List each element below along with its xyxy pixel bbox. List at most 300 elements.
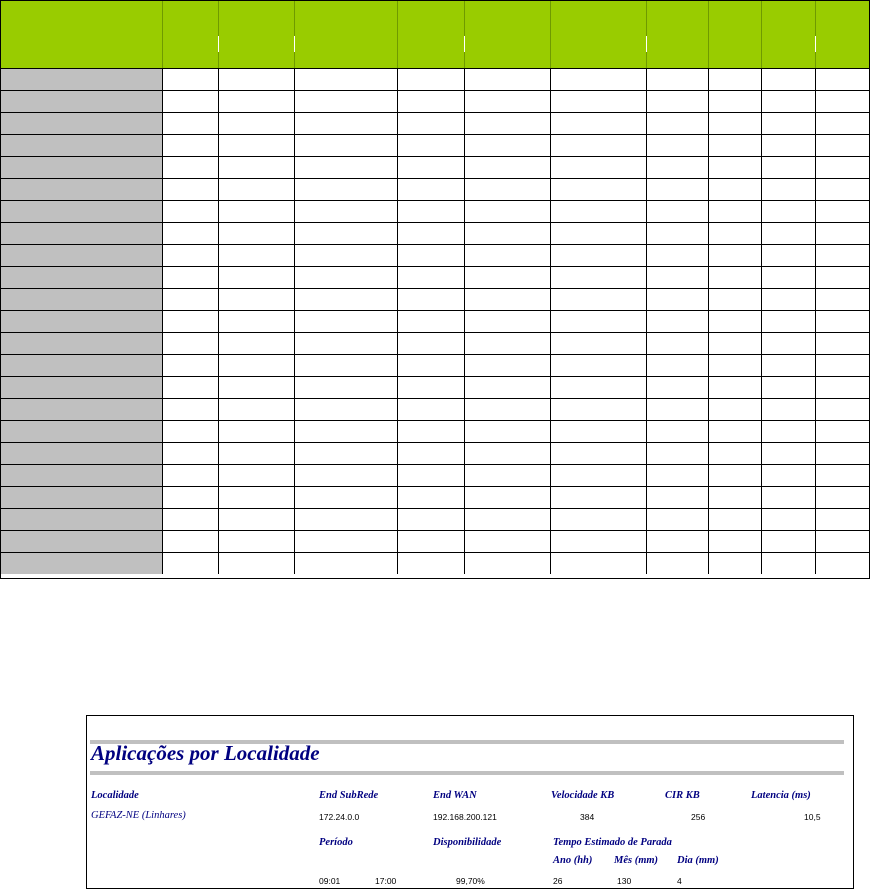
column-divider: [218, 487, 219, 508]
column-divider: [550, 311, 551, 332]
column-divider: [815, 553, 816, 574]
column-divider: [162, 399, 163, 420]
column-divider: [464, 289, 465, 310]
column-divider: [397, 69, 398, 90]
column-divider: [162, 135, 163, 156]
column-divider: [162, 223, 163, 244]
column-divider: [294, 553, 295, 574]
column-divider: [815, 311, 816, 332]
table-row: [1, 179, 869, 201]
column-divider: [646, 201, 647, 222]
row-label-cell: [1, 267, 163, 288]
column-divider: [646, 69, 647, 90]
row-label-cell: [1, 223, 163, 244]
column-divider: [815, 201, 816, 222]
column-divider: [294, 399, 295, 420]
column-divider: [162, 377, 163, 398]
column-divider: [397, 509, 398, 530]
column-divider: [708, 487, 709, 508]
column-divider: [815, 421, 816, 442]
column-divider: [815, 509, 816, 530]
row-label-cell: [1, 531, 163, 552]
column-divider: [294, 443, 295, 464]
label-end-wan: End WAN: [433, 790, 477, 801]
grid-header-tick: [218, 36, 219, 52]
value-latencia: 10,5: [804, 812, 821, 822]
column-divider: [646, 377, 647, 398]
column-divider: [218, 113, 219, 134]
label-periodo: Período: [319, 837, 353, 848]
column-divider: [815, 333, 816, 354]
grid-header-tick: [646, 36, 647, 52]
column-divider: [294, 245, 295, 266]
column-divider: [162, 69, 163, 90]
column-divider: [218, 179, 219, 200]
row-label-cell: [1, 245, 163, 266]
label-localidade: Localidade: [91, 790, 139, 801]
column-divider: [815, 113, 816, 134]
column-divider: [646, 509, 647, 530]
column-divider: [218, 157, 219, 178]
table-row: [1, 355, 869, 377]
column-divider: [218, 289, 219, 310]
column-divider: [646, 179, 647, 200]
column-divider: [550, 223, 551, 244]
column-divider: [550, 245, 551, 266]
column-divider: [761, 289, 762, 310]
column-divider: [646, 267, 647, 288]
column-divider: [815, 69, 816, 90]
row-label-cell: [1, 157, 163, 178]
table-row: [1, 509, 869, 531]
column-divider: [708, 135, 709, 156]
column-divider: [162, 201, 163, 222]
column-divider: [646, 355, 647, 376]
column-divider: [708, 333, 709, 354]
column-divider: [218, 355, 219, 376]
value-periodo-inicio: 09:01: [319, 876, 341, 886]
column-divider: [550, 201, 551, 222]
column-divider: [646, 289, 647, 310]
column-divider: [815, 135, 816, 156]
column-divider: [464, 267, 465, 288]
report-title: Aplicações por Localidade: [91, 741, 320, 765]
column-divider: [464, 355, 465, 376]
value-end-subrede: 172.24.0.0: [319, 812, 360, 822]
table-row: [1, 135, 869, 157]
column-divider: [761, 553, 762, 574]
column-divider: [397, 267, 398, 288]
column-divider: [464, 509, 465, 530]
column-divider: [815, 355, 816, 376]
column-divider: [815, 245, 816, 266]
column-divider: [218, 553, 219, 574]
column-divider: [464, 69, 465, 90]
column-divider: [708, 289, 709, 310]
column-divider: [294, 377, 295, 398]
column-divider: [815, 377, 816, 398]
column-divider: [294, 487, 295, 508]
column-divider: [761, 355, 762, 376]
column-divider: [294, 311, 295, 332]
column-divider: [761, 179, 762, 200]
value-ano: 26: [553, 876, 563, 886]
column-divider: [550, 69, 551, 90]
column-divider: [464, 223, 465, 244]
value-dia: 4: [677, 876, 682, 886]
column-divider: [550, 113, 551, 134]
column-divider: [464, 399, 465, 420]
column-divider: [708, 91, 709, 112]
column-divider: [708, 223, 709, 244]
row-label-cell: [1, 465, 163, 486]
column-divider: [162, 421, 163, 442]
column-divider: [464, 333, 465, 354]
value-cir: 256: [691, 812, 706, 822]
row-label-cell: [1, 487, 163, 508]
column-divider: [464, 443, 465, 464]
column-divider: [646, 157, 647, 178]
column-divider: [761, 245, 762, 266]
row-label-cell: [1, 201, 163, 222]
row-label-cell: [1, 311, 163, 332]
label-velocidade: Velocidade KB: [551, 790, 615, 801]
column-divider: [397, 399, 398, 420]
column-divider: [550, 267, 551, 288]
row-label-cell: [1, 135, 163, 156]
row-label-cell: [1, 69, 163, 90]
column-divider: [162, 311, 163, 332]
grid-header-tick: [464, 36, 465, 52]
column-divider: [646, 135, 647, 156]
column-divider: [708, 509, 709, 530]
column-divider: [162, 355, 163, 376]
column-divider: [761, 267, 762, 288]
column-divider: [761, 377, 762, 398]
column-divider: [646, 311, 647, 332]
column-divider: [397, 157, 398, 178]
column-divider: [218, 135, 219, 156]
table-row: [1, 223, 869, 245]
column-divider: [162, 443, 163, 464]
column-divider: [464, 377, 465, 398]
column-divider: [708, 399, 709, 420]
column-divider: [397, 487, 398, 508]
column-divider: [218, 443, 219, 464]
column-divider: [708, 377, 709, 398]
row-label-cell: [1, 377, 163, 398]
column-divider: [294, 223, 295, 244]
column-divider: [464, 245, 465, 266]
column-divider: [162, 157, 163, 178]
column-divider: [761, 531, 762, 552]
table-row: [1, 487, 869, 509]
column-divider: [708, 531, 709, 552]
value-disponibilidade: 99,70%: [456, 876, 485, 886]
column-divider: [815, 223, 816, 244]
label-disponibilidade: Disponibilidade: [433, 837, 502, 848]
column-divider: [294, 135, 295, 156]
column-divider: [815, 179, 816, 200]
column-divider: [397, 553, 398, 574]
column-divider: [708, 421, 709, 442]
column-divider: [761, 399, 762, 420]
row-label-cell: [1, 443, 163, 464]
table-row: [1, 531, 869, 553]
column-divider: [464, 91, 465, 112]
column-divider: [464, 531, 465, 552]
grid-header-separator: [708, 1, 709, 68]
label-end-subrede: End SubRede: [319, 790, 379, 801]
column-divider: [294, 509, 295, 530]
table-row: [1, 553, 869, 575]
column-divider: [646, 245, 647, 266]
row-label-cell: [1, 113, 163, 134]
row-label-cell: [1, 355, 163, 376]
column-divider: [294, 91, 295, 112]
column-divider: [218, 311, 219, 332]
label-ano: Ano (hh): [553, 855, 593, 866]
row-label-cell: [1, 91, 163, 112]
column-divider: [218, 69, 219, 90]
column-divider: [218, 245, 219, 266]
table-row: [1, 91, 869, 113]
table-row: [1, 465, 869, 487]
column-divider: [162, 531, 163, 552]
column-divider: [761, 223, 762, 244]
column-divider: [218, 399, 219, 420]
row-label-cell: [1, 179, 163, 200]
column-divider: [708, 267, 709, 288]
column-divider: [550, 135, 551, 156]
column-divider: [815, 531, 816, 552]
column-divider: [708, 179, 709, 200]
column-divider: [761, 333, 762, 354]
column-divider: [397, 245, 398, 266]
column-divider: [294, 421, 295, 442]
grid-header-separator: [646, 1, 647, 68]
column-divider: [294, 465, 295, 486]
row-label-cell: [1, 553, 163, 574]
table-row: [1, 113, 869, 135]
column-divider: [550, 465, 551, 486]
column-divider: [464, 113, 465, 134]
value-mes: 130: [617, 876, 632, 886]
value-localidade: GEFAZ-NE (Linhares): [91, 810, 186, 821]
grid-header-separator: [218, 1, 219, 68]
grid-header-separator: [464, 1, 465, 68]
column-divider: [464, 465, 465, 486]
column-divider: [162, 113, 163, 134]
column-divider: [815, 157, 816, 178]
column-divider: [294, 267, 295, 288]
table-row: [1, 311, 869, 333]
column-divider: [550, 157, 551, 178]
column-divider: [397, 135, 398, 156]
column-divider: [397, 179, 398, 200]
column-divider: [646, 113, 647, 134]
column-divider: [761, 157, 762, 178]
column-divider: [397, 91, 398, 112]
column-divider: [464, 311, 465, 332]
column-divider: [162, 289, 163, 310]
row-label-cell: [1, 509, 163, 530]
column-divider: [162, 245, 163, 266]
column-divider: [646, 91, 647, 112]
column-divider: [397, 113, 398, 134]
value-periodo-fim: 17:00: [375, 876, 397, 886]
column-divider: [218, 509, 219, 530]
column-divider: [646, 531, 647, 552]
column-divider: [708, 311, 709, 332]
column-divider: [761, 201, 762, 222]
grid-header-separator: [550, 1, 551, 68]
column-divider: [162, 179, 163, 200]
column-divider: [708, 201, 709, 222]
label-tempo-parada: Tempo Estimado de Parada: [553, 837, 672, 848]
grid-header-tick: [815, 36, 816, 52]
column-divider: [550, 91, 551, 112]
column-divider: [550, 399, 551, 420]
column-divider: [218, 421, 219, 442]
column-divider: [761, 487, 762, 508]
table-row: [1, 421, 869, 443]
column-divider: [162, 333, 163, 354]
column-divider: [397, 377, 398, 398]
column-divider: [708, 553, 709, 574]
table-row: [1, 399, 869, 421]
column-divider: [397, 443, 398, 464]
column-divider: [294, 157, 295, 178]
column-divider: [464, 421, 465, 442]
label-latencia: Latencia (ms): [751, 790, 811, 801]
title-rule-bottom: [90, 771, 844, 775]
column-divider: [397, 465, 398, 486]
column-divider: [294, 333, 295, 354]
table-row: [1, 201, 869, 223]
column-divider: [550, 531, 551, 552]
column-divider: [550, 487, 551, 508]
column-divider: [550, 421, 551, 442]
column-divider: [397, 421, 398, 442]
column-divider: [815, 487, 816, 508]
table-row: [1, 443, 869, 465]
grid-header-row: [1, 1, 869, 69]
label-mes: Mês (mm): [614, 855, 659, 866]
column-divider: [646, 223, 647, 244]
table-row: [1, 267, 869, 289]
column-divider: [761, 421, 762, 442]
column-divider: [464, 487, 465, 508]
column-divider: [397, 311, 398, 332]
column-divider: [464, 179, 465, 200]
column-divider: [397, 223, 398, 244]
column-divider: [218, 531, 219, 552]
column-divider: [218, 267, 219, 288]
column-divider: [294, 289, 295, 310]
table-row: [1, 377, 869, 399]
table-row: [1, 289, 869, 311]
column-divider: [761, 443, 762, 464]
column-divider: [761, 311, 762, 332]
column-divider: [162, 267, 163, 288]
column-divider: [761, 465, 762, 486]
column-divider: [815, 443, 816, 464]
column-divider: [218, 91, 219, 112]
label-cir: CIR KB: [665, 790, 700, 801]
column-divider: [761, 509, 762, 530]
value-end-wan: 192.168.200.121: [433, 812, 497, 822]
column-divider: [708, 355, 709, 376]
grid-header-separator: [761, 1, 762, 68]
column-divider: [708, 443, 709, 464]
row-label-cell: [1, 289, 163, 310]
column-divider: [294, 179, 295, 200]
report-panel: [86, 715, 854, 889]
column-divider: [646, 333, 647, 354]
column-divider: [294, 113, 295, 134]
column-divider: [761, 135, 762, 156]
column-divider: [646, 399, 647, 420]
column-divider: [397, 531, 398, 552]
column-divider: [294, 531, 295, 552]
grid-header-separator: [815, 1, 816, 68]
column-divider: [218, 223, 219, 244]
column-divider: [397, 333, 398, 354]
column-divider: [708, 69, 709, 90]
column-divider: [550, 553, 551, 574]
column-divider: [162, 91, 163, 112]
column-divider: [294, 355, 295, 376]
value-velocidade: 384: [580, 812, 595, 822]
column-divider: [815, 465, 816, 486]
column-divider: [815, 267, 816, 288]
table-row: [1, 157, 869, 179]
column-divider: [218, 333, 219, 354]
column-divider: [218, 201, 219, 222]
column-divider: [708, 245, 709, 266]
column-divider: [464, 157, 465, 178]
column-divider: [162, 487, 163, 508]
column-divider: [550, 509, 551, 530]
column-divider: [397, 355, 398, 376]
column-divider: [397, 201, 398, 222]
column-divider: [294, 69, 295, 90]
grid-header-tick: [294, 36, 295, 52]
column-divider: [464, 135, 465, 156]
column-divider: [761, 113, 762, 134]
column-divider: [550, 377, 551, 398]
column-divider: [646, 487, 647, 508]
grid-header-separator: [397, 1, 398, 68]
column-divider: [761, 69, 762, 90]
grid-header-separator: [162, 1, 163, 68]
column-divider: [708, 157, 709, 178]
column-divider: [550, 355, 551, 376]
row-label-cell: [1, 399, 163, 420]
column-divider: [162, 509, 163, 530]
table-row: [1, 245, 869, 267]
column-divider: [646, 465, 647, 486]
row-label-cell: [1, 421, 163, 442]
column-divider: [218, 377, 219, 398]
label-dia: Dia (mm): [677, 855, 719, 866]
column-divider: [815, 399, 816, 420]
column-divider: [218, 465, 219, 486]
column-divider: [550, 443, 551, 464]
column-divider: [646, 443, 647, 464]
column-divider: [646, 421, 647, 442]
